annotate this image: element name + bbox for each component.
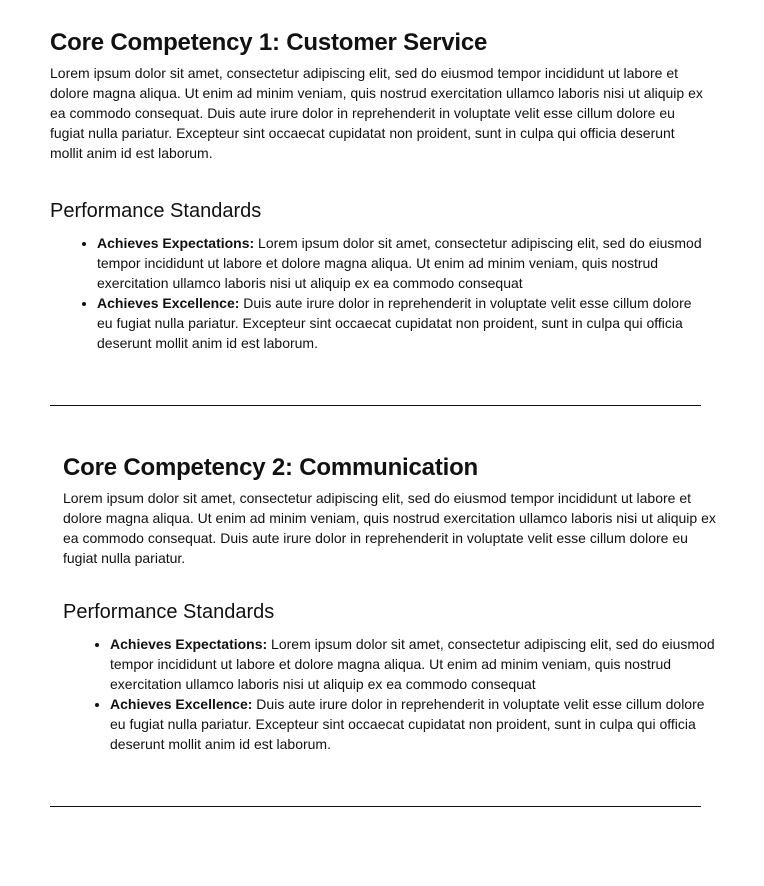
section-divider xyxy=(50,405,701,406)
list-item xyxy=(110,694,723,754)
competency-section-communication xyxy=(63,453,723,754)
standards-heading: Performance Standards xyxy=(50,200,262,222)
standards-heading: Performance Standards xyxy=(63,601,275,623)
standard-term: Achieves Expectations: xyxy=(110,636,268,652)
standard-term: Achieves Excellence: xyxy=(110,696,253,712)
section-divider xyxy=(50,806,701,807)
standards-list xyxy=(50,233,710,353)
section-intro: Lorem ipsum dolor sit amet, consectetur adipiscing elit, sed do eiusmod tempor incididunt ut labore et dolore magna aliqua. Ut enim ad minim veniam, quis nostrud exercitation ullamco laboris nisi ut aliquip ex ea commodo consequat. Duis aute irure dolor in reprehenderit in voluptate velit esse cillum dolore eu fugiat nulla pariatur. xyxy=(63,490,716,566)
competency-section-customer-service xyxy=(50,28,710,353)
standard-text: Lorem ipsum dolor sit amet, consectetur adipiscing elit, sed do eiusmod tempor incididunt ut labore et dolore magna aliqua. Ut enim ad minim veniam, quis nostrud exercitation ullamco laboris nisi ut aliquip ex ea commodo consequat xyxy=(97,235,702,291)
standard-text: Duis aute irure dolor in reprehenderit in voluptate velit esse cillum dolore eu fugiat nulla pariatur. Excepteur sint occaecat cupidatat non proident, sunt in culpa qui officia deserunt mollit anim id est laborum. xyxy=(97,295,692,351)
list-item xyxy=(97,233,710,293)
standards-list xyxy=(63,634,723,754)
section-title: Core Competency 2: Communication xyxy=(63,454,478,481)
standard-text: Lorem ipsum dolor sit amet, consectetur adipiscing elit, sed do eiusmod tempor incididunt ut labore et dolore magna aliqua. Ut enim ad minim veniam, quis nostrud exercitation ullamco laboris nisi ut aliquip ex ea commodo consequat xyxy=(110,636,715,692)
section-intro: Lorem ipsum dolor sit amet, consectetur adipiscing elit, sed do eiusmod tempor incididunt ut labore et dolore magna aliqua. Ut enim ad minim veniam, quis nostrud exercitation ullamco laboris nisi ut aliquip ex ea commodo consequat. Duis aute irure dolor in reprehenderit in voluptate velit esse cillum dolore eu fugiat nulla pariatur. Excepteur sint occaecat cupidatat non proident, sunt in culpa qui officia deserunt mollit anim id est laborum. xyxy=(50,65,703,161)
list-item xyxy=(110,634,723,694)
list-item xyxy=(97,293,710,353)
standard-term: Achieves Expectations: xyxy=(97,235,255,251)
standard-text: Duis aute irure dolor in reprehenderit in voluptate velit esse cillum dolore eu fugiat nulla pariatur. Excepteur sint occaecat cupidatat non proident, sunt in culpa qui officia deserunt mollit anim id est laborum. xyxy=(110,696,705,752)
section-title: Core Competency 1: Customer Service xyxy=(50,29,488,56)
standard-term: Achieves Excellence: xyxy=(97,295,240,311)
